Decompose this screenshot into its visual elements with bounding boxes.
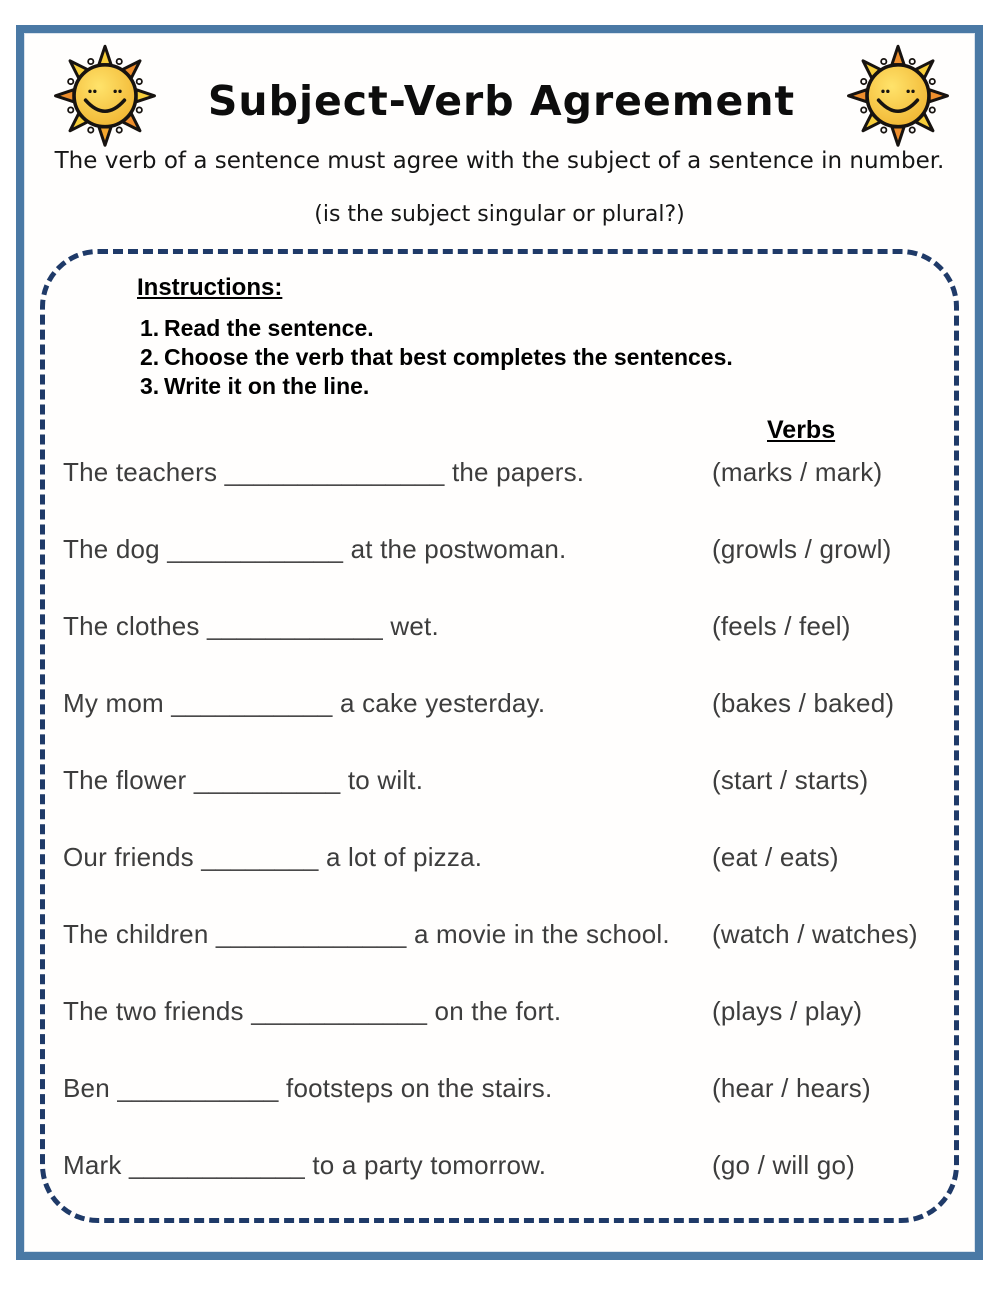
verbs-header-row [63,415,942,445]
answer-blank[interactable]: ____________ [251,996,428,1026]
verb-options: (go / will go) [712,1150,855,1180]
question-row [63,1073,942,1103]
sentence-text [63,919,712,949]
sentence-before: The two friends [63,996,244,1026]
sentence-after: to wilt. [347,765,424,795]
header [24,33,975,147]
answer-blank[interactable]: ____________ [167,534,344,564]
sentence-text [63,1150,712,1180]
sentence-after: a movie in the school. [413,919,670,949]
sentence-before: My mom [63,688,164,718]
instruction-step [140,343,942,372]
answer-blank[interactable]: ___________ [171,688,333,718]
step-text: Read the sentence. [164,315,374,341]
sentence-after: a lot of pizza. [325,842,483,872]
verb-options: (start / starts) [712,765,869,795]
sentence-before: Our friends [63,842,194,872]
question-row [63,842,942,872]
answer-blank[interactable]: ____________ [207,611,383,641]
verb-options: (growls / growl) [712,534,892,564]
answer-blank[interactable]: ________ [201,842,319,872]
sentence-text [63,1073,712,1103]
question-row [63,534,942,564]
step-number: 3. [140,373,160,399]
verbs-heading: Verbs [767,416,836,444]
sentence-after: on the fort. [434,996,562,1026]
sentence-before: The children [63,919,209,949]
sentence-text [63,457,712,487]
sentence-text [63,996,712,1026]
subtitle: The verb of a sentence must agree with the subject of a sentence in number. [54,148,945,174]
answer-blank[interactable]: _____________ [215,919,407,949]
verb-options: (bakes / baked) [712,688,895,718]
instruction-step [140,314,942,343]
verb-options: (watch / watches) [712,919,918,949]
answer-blank[interactable]: __________ [193,765,341,795]
verb-options: (marks / mark) [712,457,883,487]
answer-blank[interactable]: ____________ [129,1150,305,1180]
question-row [63,996,942,1026]
question-row [63,457,942,487]
instruction-step [140,372,942,401]
instructions-list [140,314,942,401]
sentence-after: a cake yesterday. [340,688,546,718]
sentence-text [63,842,712,872]
question-row [63,765,942,795]
sentence-after: footsteps on the stairs. [286,1073,553,1103]
sentence-text [63,534,712,564]
sentence-text [63,611,712,641]
answer-blank[interactable]: _______________ [224,457,445,487]
verb-options: (eat / eats) [712,842,839,872]
sentence-after: the papers. [451,457,585,487]
question-row [63,688,942,718]
step-number: 2. [140,344,160,370]
sentence-before: The teachers [63,457,218,487]
sentence-after: wet. [390,611,439,641]
worksheet-page [16,25,983,1260]
page-title: Subject-Verb Agreement [207,77,796,125]
sentence-before: Mark [63,1150,122,1180]
sentence-before: The flower [63,765,187,795]
instructions-heading: Instructions: [137,274,283,301]
step-number: 1. [140,315,160,341]
question-row [63,919,942,949]
step-text: Choose the verb that best completes the sentences. [164,344,733,370]
step-text: Write it on the line. [164,373,370,399]
question-row [63,1150,942,1180]
answer-blank[interactable]: ___________ [117,1073,279,1103]
worksheet-box [40,249,959,1223]
sentence-before: Ben [63,1073,110,1103]
verb-options: (feels / feel) [712,611,851,641]
verb-options: (plays / play) [712,996,863,1026]
sentence-text [63,765,712,795]
sentence-after: at the postwoman. [350,534,567,564]
sentence-before: The dog [63,534,160,564]
subtitle-note: (is the subject singular or plural?) [314,202,685,227]
sun-icon [52,41,158,147]
sun-icon [845,41,951,147]
sentence-before: The clothes [63,611,200,641]
question-row [63,611,942,641]
verb-options: (hear / hears) [712,1073,871,1103]
sentence-text [63,688,712,718]
sentence-after: to a party tomorrow. [312,1150,547,1180]
question-list [63,457,942,1180]
